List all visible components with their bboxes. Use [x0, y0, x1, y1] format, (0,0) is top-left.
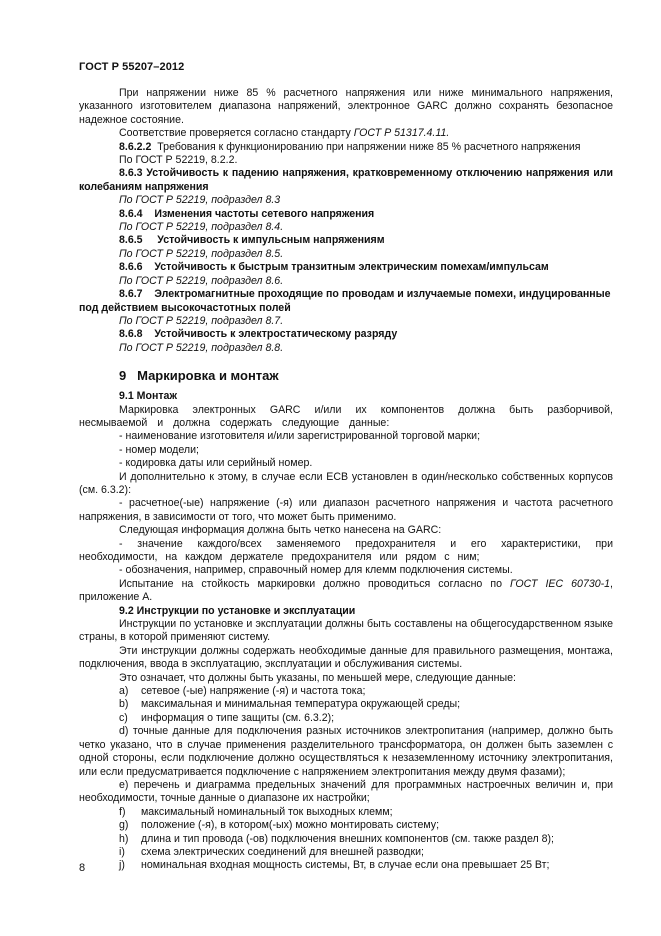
list-item: [79, 819, 613, 832]
subsection-number: 8.6.8: [119, 328, 143, 341]
subsection-title: Изменения частоты сетевого напряжения: [154, 207, 375, 220]
spacer: [79, 355, 613, 368]
text: , приложение А.: [79, 577, 613, 604]
list-item: - значение каждого/всех заменяемого предохранителя и его характеристики, при необходимости, на каждом держателе предохранителя или рядом с ним;: [79, 537, 613, 563]
list-item-text: схема электрических соединений для внешней разводки;: [141, 845, 424, 858]
list-item: [79, 806, 613, 819]
list-marker: h): [119, 832, 129, 845]
list-item: - обозначения, например, справочный номер для клемм подключения системы.: [119, 564, 513, 577]
subsection-number: 8.6.6: [119, 261, 143, 274]
page-content: [79, 87, 613, 873]
section-title: Маркировка и монтаж: [137, 368, 279, 384]
list-item: [79, 685, 613, 698]
subsection-title: Электромагнитные проходящие по проводам и излучаемые помехи, индуцированные под действием высокочастотных полей: [79, 288, 611, 314]
paragraph: Эти инструкции должны содержать необходимые данные для правильного размещения, монтажа, подключения, ввода в эксплуатацию, эксплуатации и обслуживания системы.: [79, 644, 613, 671]
list-item-text: длина и тип провода (-ов) подключения внешних компонентов (см. также раздел 8);: [141, 832, 555, 845]
section-number: 9: [119, 368, 127, 384]
text: Соответствие проверяется согласно стандарту: [119, 127, 354, 140]
paragraph: Маркировка электронных GARC и/или их компонентов должна быть разборчивой, несмываемой и должна содержать следующие данные:: [79, 403, 613, 429]
subsection-9-2-title: 9.2 Инструкции по установке и эксплуатации: [119, 604, 356, 617]
paragraph: Следующая информация должна быть четко нанесена на GARC:: [119, 524, 442, 537]
standard-reference: ГОСТ Р 51317.4.11.: [353, 127, 450, 140]
list-item-text: максимальный номинальный ток выходных клемм;: [141, 805, 393, 818]
list-item: [79, 859, 613, 872]
standard-reference: ГОСТ IEC 60730-1: [510, 577, 611, 590]
subsection-9-1-title: 9.1 Монтаж: [119, 390, 177, 403]
list-item: - наименование изготовителя и/или зарегистрированной торговой марки;: [119, 430, 481, 443]
subsection-number: 8.6.2.2: [119, 140, 152, 153]
subsection-title: Устойчивость к электростатическому разряду: [154, 328, 398, 341]
list-item: [79, 833, 613, 846]
list-item: - кодировка даты или серийный номер.: [119, 457, 313, 470]
paragraph: И дополнительно к этому, в случае если ЕСВ установлен в один/несколько собственных корпусов (см. 6.3.2):: [79, 470, 613, 496]
subsection-number: 8.6.4: [119, 207, 143, 220]
section-9-title: [79, 368, 613, 384]
list-item: [79, 712, 613, 725]
list-item: d) точные данные для подключения разных источников электропитания (например, должно быть четко указано, что в случае применения разделительного трансформатора, он должен быть заземлен с одной стороны, если подключение должно осуществляться к незаземленному источнику электропитания, или если предусматривается подключение с напряжением электропитания между двумя фазами);: [79, 725, 613, 778]
list-marker: i): [119, 845, 125, 858]
list-item-text: номинальная входная мощность системы, Вт, в случае если она превышает 25 Вт;: [141, 859, 550, 872]
reference: По ГОСТ Р 52219, подраздел 8.5.: [119, 247, 284, 260]
list-marker: а): [119, 685, 129, 698]
list-item: - расчетное(-ые) напряжение (-я) или диапазон расчетного напряжения и частота расчетного напряжения, в зависимости от того, что может быть применимо.: [79, 497, 613, 523]
subsection-title: Устойчивость к быстрым транзитным электрическим помехам/импульсам: [154, 261, 549, 274]
reference: По ГОСТ Р 52219, 8.2.2.: [119, 154, 238, 167]
list-item: - номер модели;: [119, 443, 199, 456]
reference: По ГОСТ Р 52219, подраздел 8.3: [119, 194, 281, 207]
subsection-8-6-8-title: [79, 328, 613, 341]
document-header: ГОСТ Р 55207–2012: [79, 61, 185, 73]
subsection-8-6-4-title: [79, 208, 613, 221]
reference: По ГОСТ Р 52219, подраздел 8.8.: [119, 341, 284, 354]
list-marker: f): [119, 805, 126, 818]
paragraph: [79, 127, 613, 140]
list-marker: g): [119, 819, 129, 832]
subsection-title: Устойчивость к импульсным напряжениям: [157, 234, 385, 247]
paragraph: Это означает, что должны быть указаны, по меньшей мере, следующие данные:: [119, 671, 516, 684]
subsection-8-6-5-title: [79, 234, 613, 247]
subsection-number: 8.6.7: [119, 288, 143, 301]
subsection-text: Требования к функционированию при напряжении ниже 85 % расчетного напряжения: [157, 140, 581, 153]
subsection-8-6-2-2: [79, 141, 613, 154]
paragraph: [79, 578, 613, 605]
list-marker: b): [119, 698, 129, 711]
paragraph: При напряжении ниже 85 % расчетного напряжения или ниже минимального напряжения, указанного изготовителем диапазона напряжений, электронное GARC должно сохранять безопасное надежное состояние.: [79, 87, 613, 126]
list-marker: c): [119, 711, 128, 724]
subsection-8-6-3-title: 8.6.3 Устойчивость к падению напряжения, кратковременному отключению напряжения или колебаниям напряжения: [79, 167, 613, 193]
list-item-text: максимальная и минимальная температура окружающей среды;: [141, 698, 461, 711]
reference: По ГОСТ Р 52219, подраздел 8.4.: [119, 221, 284, 234]
subsection-8-6-7-title: [79, 288, 613, 315]
text: Испытание на стойкость маркировки должно проводиться согласно по: [119, 577, 511, 590]
list-marker: j): [119, 859, 125, 872]
list-item-text: сетевое (-ые) напряжение (-я) и частота тока;: [141, 685, 366, 698]
list-item-text: информация о типе защиты (см. 6.3.2);: [141, 711, 335, 724]
list-item: [79, 698, 613, 711]
list-item-text: положение (-я), в котором(-ых) можно монтировать систему;: [141, 819, 440, 832]
reference: По ГОСТ Р 52219, подраздел 8.7.: [119, 314, 284, 327]
list-item: e) перечень и диаграмма предельных значений для программных настроечных величин и, при необходимости, точные данные о диапазоне их настройки;: [79, 778, 613, 805]
list-item: [79, 846, 613, 859]
subsection-number: 8.6.5: [119, 234, 143, 247]
page-number: 8: [79, 862, 86, 874]
subsection-8-6-6-title: [79, 261, 613, 274]
reference: По ГОСТ Р 52219, подраздел 8.6.: [119, 274, 284, 287]
paragraph: Инструкции по установке и эксплуатации должны быть составлены на общегосударственном языке страны, в которой применяют систему.: [79, 618, 613, 644]
